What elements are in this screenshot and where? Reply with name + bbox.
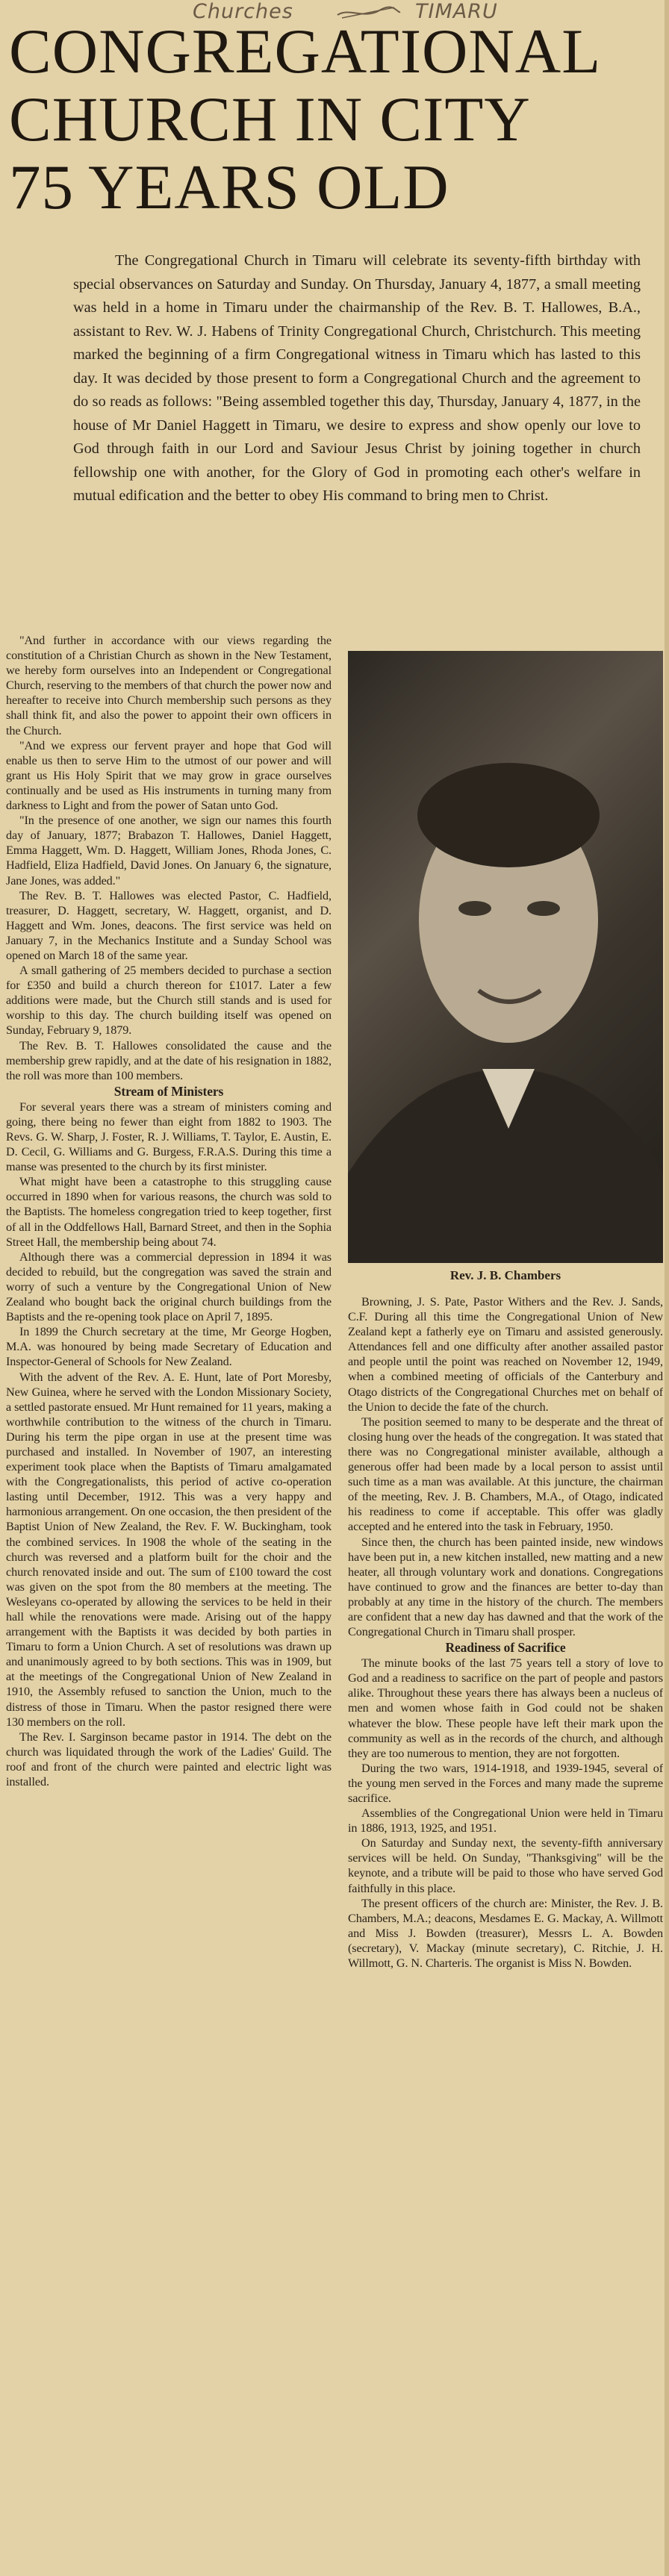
headline-line-2: CHURCH IN CITY: [9, 84, 531, 155]
headline-line-3: 75 YEARS OLD: [9, 152, 449, 222]
section-subheading: Readiness of Sacrifice: [445, 1640, 566, 1656]
article-paragraph: What might have been a catastrophe to this struggling cause occurred in 1890 when for various reasons, the church was sold to the Baptists. The homeless congregation tried to keep together, first of all in the Oddfellows Hall, Barnard Street, and then in the Sophia Street Hall, the membership being about 74.: [6, 1175, 332, 1249]
portrait-figure: [348, 651, 663, 1263]
section-subheading: Stream of Ministers: [113, 1083, 224, 1099]
intro-paragraph: The Congregational Church in Timaru will celebrate its seventy-fifth birthday with special observances on Saturday and Sunday. On Thursday, January 4, 1877, a small meeting was held in a home in Timaru under the chairmanship of the Rev. B. T. Hallowes, B.A., assistant to Rev. W. J. Habens of Trinity Congregational Church, Christchurch. This meeting marked the beginning of a firm Congregational witness in Timaru which has lasted to this day. It was decided by those present to form a Congregational Church and the agreement to do so reads as follows: "Being assembled together this day, Thursday, January 4, 1877, in the house of Mr Daniel Haggett in Timaru, we desire to express and show openly our love to God through faith in our Lord and Saviour Jesus Christ by joining together in church fellowship one with another, for the Glory of God in promoting each other's welfare in mutual edification and the better to obey His command to bring men to Christ.: [73, 252, 641, 504]
article-paragraph: The Rev. B. T. Hallowes consolidated the cause and the membership grew rapidly, and at the date of his resignation in 1882, the roll was more than 100 members.: [6, 1038, 332, 1082]
article-paragraph: "And further in accordance with our views regarding the constitution of a Christian Church as shown in the New Testament, we hereby form ourselves into an Independent or Congregational Church, reserving to the members of that church the power now and hereafter to receive into Church membership such persons as they shall think fit, and also the power to appoint their own officers in the Church.: [6, 634, 332, 737]
article-column-right: [348, 1294, 663, 2250]
portrait-photo-rev-chambers: [348, 651, 663, 1263]
article-paragraph: During the two wars, 1914-1918, and 1939-1945, several of the young men served in the Forces and many made the supreme sacrifice.: [348, 1761, 663, 1805]
headline-line-1: CONGREGATIONAL: [9, 16, 602, 87]
paper-edge: [665, 0, 669, 2576]
article-column-left: [6, 633, 332, 2570]
article-paragraph: A small gathering of 25 members decided to purchase a section for £350 and build a church thereon for £1017. Later a few additions were made, but the Church still stands and is used for worship to this day. The church building itself was opened on Sunday, February 9, 1879.: [6, 964, 332, 1038]
article-paragraph: The Rev. I. Sarginson became pastor in 1914. The debt on the church was liquidated through the work of the Ladies' Guild. The roof and front of the church were painted and electric light was installed.: [6, 1730, 332, 1789]
headline: [9, 18, 659, 222]
article-paragraph: For several years there was a stream of ministers coming and going, there being no fewer than eight from 1882 to 1903. The Revs. G. W. Sharp, J. Foster, R. J. Williams, T. Taylor, E. Austin, E. D. Cecil, G. Williams and G. Burgess, F.R.A.S. During this time a manse was presented to the church by its first minister.: [6, 1100, 332, 1174]
article-paragraph: The position seemed to many to be desperate and the threat of closing hung over the heads of the congregation. It was stated that there was no Congregational minister available, although a generous offer had been made by a local person to assist until such time as a man was available. At this juncture, the chairman of the meeting, Rev. J. B. Chambers, M.A., of Otago, indicated his readiness to come if acceptable. This offer was gladly accepted and he entered into the task in February, 1950.: [348, 1415, 663, 1534]
photo-caption: Rev. J. B. Chambers: [449, 1268, 561, 1282]
handwritten-note-churches: Churches: [193, 0, 293, 23]
article-paragraph: Browning, J. S. Pate, Pastor Withers and the Rev. J. Sands, C.F. During all this time the Congregational Union of New Zealand kept a fatherly eye on Timaru and assisted generously. Attendances fell and one difficulty after another assailed pastor and people until the point was reached on November 12, 1949, when a combined meeting of officials of the Canterbury and Otago districts of the Congregational Churches met on behalf of the Union to decide the fate of the church.: [348, 1295, 663, 1414]
handwritten-note-timaru: TIMARU: [415, 0, 498, 23]
article-paragraph: "And we express our fervent prayer and hope that God will enable us then to serve Him to the utmost of our power and will grant us His Holy Spirit that we may grow in grace ourselves continually and be used as His instruments in turning many from darkness to Light and from the power of Satan unto God.: [6, 738, 332, 813]
article-paragraph: The present officers of the church are: Minister, the Rev. J. B. Chambers, M.A.; deacons, Mesdames E. G. Mackay, A. Willmott and Miss J. Bowden (treasurer), Messrs L. A. Bowden (secretary), V. Mackay (minute secretary), C. Ritchie, J. H. Willmott, G. N. Charteris. The organist is Miss N. Bowden.: [348, 1896, 663, 1971]
article-paragraph: The minute books of the last 75 years tell a story of love to God and a readiness to sacrifice on the part of people and pastors alike. Throughout these years there has always been a nucleus of men and women whose faith in God could not be shaken whatever the blow. These people have left their mark upon the community as well as in the records of the church, and although they are too numerous to mention, they are not forgotten.: [348, 1656, 663, 1760]
article-paragraph: Since then, the church has been painted inside, new windows have been put in, a new kitchen installed, new matting and a new heater, all through voluntary work and donations. Congregations have continued to grow and the finances are better to-day than probably at any time in the history of the church. The members are confident that a new day has dawned and that the work of the Congregational Church in Timaru shall prosper.: [348, 1535, 663, 1639]
article-paragraph: Assemblies of the Congregational Union were held in Timaru in 1886, 1913, 1925, and 1951.: [348, 1806, 663, 1836]
article-paragraph: Although there was a commercial depression in 1894 it was decided to rebuild, but the congregation was saved the strain and worry of such a venture by the Congregational Union of New Zealand who bought back the original church buildings from the Baptists and the re-opening took place on April 7, 1895.: [6, 1250, 332, 1324]
article-paragraph: In 1899 the Church secretary at the time, Mr George Hogben, M.A. was honoured by being made Secretary of Education and Inspector-General of Schools for New Zealand.: [6, 1325, 332, 1369]
article-paragraph: The Rev. B. T. Hallowes was elected Pastor, C. Hadfield, treasurer, D. Haggett, secretary, W. Haggett, organist, and D. Haggett and Wm. Jones, deacons. The first service was held on January 7, in the Mechanics Institute and a Sunday School was opened on March 18 of the same year.: [6, 888, 332, 962]
article-paragraph: With the advent of the Rev. A. E. Hunt, late of Port Moresby, New Guinea, where he served with the London Missionary Society, a settled pastorate ensued. Mr Hunt remained for 11 years, making a worthwhile contribution to the witness of the church in Timaru. During his term the pipe organ in use at the present time was purchased and installed. In November of 1907, an interesting experiment took place when the Baptists of Timaru amalgamated with the Congregationalists, this period of active co-operation lasting until December, 1912. This was a very happy and harmonious arrangement. On one occasion, the then president of the Baptist Union of New Zealand, the Rev. F. W. Buckingham, took the combined services. In 1908 the whole of the seating in the church was reversed and a platform built for the choir and the church renovated inside and out. The sum of £100 toward the cost was given on the spot from the 80 members at the meeting. The Wesleyans co-operated by allowing the services to be held in their hall while the renovations were made. Arising out of the happy arrangement with the Baptists it was decided by both parties in Timaru to form a Union Church. A set of resolutions was drawn up and unanimously agreed to by both sections. This was in 1909, but at the meetings of the Congregational Union of New Zealand in 1910, the Assembly refused to sanction the Union, much to the distress of those in Timaru. When the pastor resigned there were 130 members on the roll.: [6, 1370, 332, 1729]
article-paragraph: "In the presence of one another, we sign our names this fourth day of January, 1877; Brabazon T. Hallowes, Daniel Haggett, Emma Haggett, Wm. D. Haggett, William Jones, Rhoda Jones, C. Hadfield, Eliza Hadfield, David Jones. On January 6, the signature, Jane Jones, was added.": [6, 814, 332, 888]
article-paragraph: On Saturday and Sunday next, the seventy-fifth anniversary services will be held. On Sunday, "Thanksgiving" will be the keynote, and a tribute will be paid to those who have served God faithfully in this place.: [348, 1836, 663, 1895]
